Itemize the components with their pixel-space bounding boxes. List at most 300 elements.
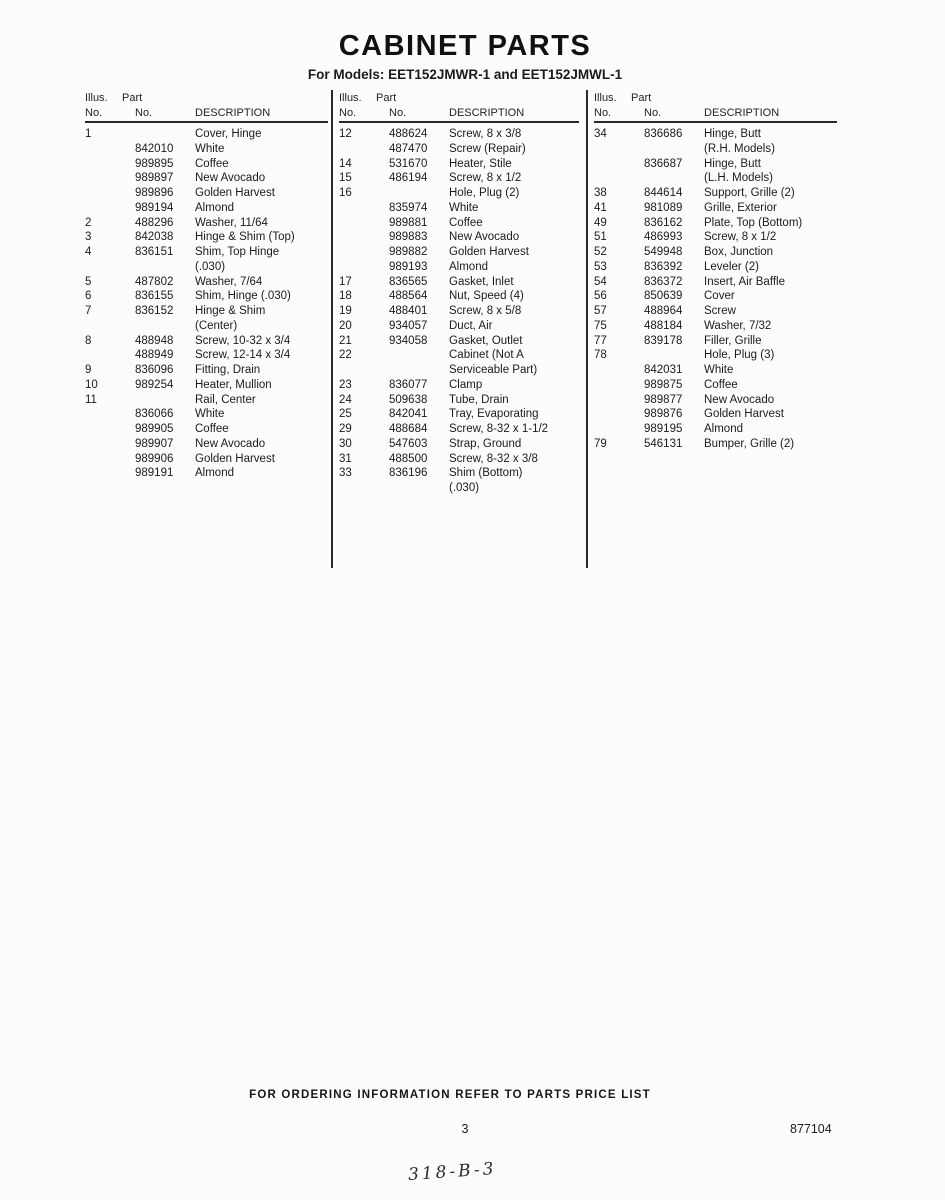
models-subtitle: For Models: EET152JMWR-1 and EET152JMWL-1 — [307, 67, 623, 82]
illus-no: 20 — [339, 319, 352, 332]
part-no: 836155 — [135, 290, 174, 303]
description: New Avocado — [195, 172, 266, 185]
illus-no — [85, 260, 135, 275]
header-line-2 — [85, 105, 328, 119]
illus-no: 29 — [339, 423, 352, 435]
header-line-2 — [339, 105, 579, 119]
illus-no — [339, 230, 389, 245]
part-no: 836196 — [389, 467, 428, 480]
description: New Avocado — [195, 437, 266, 450]
description: Bumper, Grille (2) — [704, 437, 795, 450]
part-no: 844614 — [644, 187, 683, 199]
description: Cabinet (Not A — [449, 349, 524, 362]
parts-row — [85, 393, 328, 408]
description: New Avocado — [704, 393, 775, 406]
description: Washer, 7/64 — [195, 275, 263, 288]
illus-no: 24 — [339, 393, 352, 406]
description: Hinge, Butt — [704, 157, 761, 170]
description: Heater, Mullion — [195, 378, 272, 391]
part-no: 989877 — [644, 393, 683, 406]
illus-no — [594, 378, 644, 393]
parts-row — [339, 289, 579, 304]
part-no: 488184 — [644, 319, 683, 332]
description: Golden Harvest — [449, 246, 529, 258]
header-description-label: DESCRIPTION — [449, 107, 525, 119]
illus-no — [339, 142, 389, 157]
part-no — [135, 127, 195, 142]
illus-no — [339, 260, 389, 275]
part-no: 989907 — [135, 437, 174, 450]
header-line-1 — [339, 92, 579, 105]
description: Support, Grille (2) — [704, 187, 795, 199]
parts-row — [339, 216, 579, 231]
illus-no: 7 — [85, 305, 92, 317]
parts-row — [339, 378, 579, 393]
parts-row — [85, 275, 328, 290]
description: Box, Junction — [704, 246, 774, 258]
description: Screw, 8 x 5/8 — [449, 305, 522, 317]
description: Nut, Speed (4) — [449, 290, 524, 303]
parts-row — [594, 157, 837, 172]
part-no — [644, 171, 704, 186]
page-number: 3 — [461, 1122, 469, 1136]
parts-rows-2 — [339, 127, 579, 496]
parts-row — [85, 407, 328, 422]
description: Washer, 11/64 — [195, 216, 268, 229]
part-no — [644, 348, 704, 363]
illus-no: 10 — [85, 378, 98, 391]
description: Hole, Plug (2) — [449, 187, 520, 199]
part-no: 842031 — [644, 364, 683, 376]
illus-no: 18 — [339, 290, 352, 303]
part-no: 989876 — [644, 408, 683, 421]
parts-row — [594, 348, 837, 363]
table-header — [85, 92, 328, 123]
illus-no — [85, 142, 135, 157]
header-line-2 — [594, 105, 837, 119]
description: Shim (Bottom) — [449, 467, 523, 480]
illus-no: 12 — [339, 128, 352, 140]
part-no: 488964 — [644, 305, 683, 317]
illus-no: 14 — [339, 157, 352, 170]
description: Tube, Drain — [449, 393, 509, 406]
part-no: 488401 — [389, 305, 428, 317]
illus-no — [85, 348, 135, 363]
part-no: 836162 — [644, 216, 683, 229]
description: Shim, Hinge (.030) — [195, 290, 291, 303]
description: Coffee — [195, 157, 229, 170]
part-no: 989191 — [135, 467, 174, 480]
part-no: 487470 — [389, 142, 428, 155]
description: Gasket, Inlet — [449, 275, 514, 288]
illus-no: 6 — [85, 290, 92, 303]
description: Screw, 8 x 1/2 — [704, 231, 777, 244]
parts-row — [594, 201, 837, 216]
part-no: 488500 — [389, 452, 428, 465]
illus-no: 30 — [339, 437, 352, 450]
description: Serviceable Part) — [449, 364, 538, 376]
part-no — [389, 363, 449, 378]
parts-row — [339, 466, 579, 481]
parts-row — [85, 437, 328, 452]
illus-no — [594, 407, 644, 422]
part-no — [644, 142, 704, 157]
parts-row — [594, 275, 837, 290]
header-illus-no-label: No. — [594, 107, 612, 119]
table-header — [594, 92, 837, 123]
part-no: 486993 — [644, 231, 683, 244]
part-no: 989895 — [135, 157, 174, 170]
part-no: 842038 — [135, 231, 174, 244]
description: Coffee — [449, 216, 483, 229]
description: Gasket, Outlet — [449, 334, 523, 347]
header-illus-no-label: No. — [85, 107, 103, 119]
description: Screw, 8-32 x 1-1/2 — [449, 423, 549, 435]
part-no: 989896 — [135, 187, 174, 199]
part-no: 488684 — [389, 423, 428, 435]
parts-row — [339, 127, 579, 142]
parts-row — [339, 348, 579, 363]
description: Coffee — [704, 378, 738, 391]
illus-no: 77 — [594, 334, 607, 347]
description: Golden Harvest — [704, 408, 784, 421]
illus-no: 41 — [594, 201, 607, 214]
description: Screw, 12-14 x 3/4 — [195, 349, 291, 362]
parts-row — [594, 407, 837, 422]
illus-no — [85, 422, 135, 437]
illus-no — [594, 422, 644, 437]
illus-no — [85, 407, 135, 422]
table-header — [339, 92, 579, 123]
illus-no: 3 — [85, 231, 92, 244]
parts-row — [85, 201, 328, 216]
parts-column-2 — [339, 92, 579, 496]
parts-row — [85, 127, 328, 142]
part-no: 836565 — [389, 275, 428, 288]
header-description-label: DESCRIPTION — [195, 107, 271, 119]
handwritten-note: 318-B-3 — [407, 1158, 498, 1186]
parts-row — [85, 304, 328, 319]
parts-row — [85, 186, 328, 201]
part-no: 989193 — [389, 260, 428, 273]
part-no: 989883 — [389, 231, 428, 244]
part-no: 488296 — [135, 216, 174, 229]
illus-no — [85, 157, 135, 172]
description: Screw, 10-32 x 3/4 — [195, 334, 291, 347]
part-no: 486194 — [389, 172, 428, 185]
part-no: 546131 — [644, 437, 683, 450]
parts-row — [339, 201, 579, 216]
description: Hinge & Shim — [195, 305, 266, 317]
parts-row — [85, 260, 328, 275]
description: Duct, Air — [449, 319, 493, 332]
description: Cover, Hinge — [195, 128, 262, 140]
illus-no — [85, 186, 135, 201]
parts-rows-1 — [85, 127, 328, 481]
illus-no: 15 — [339, 172, 352, 185]
illus-no: 21 — [339, 334, 352, 347]
illus-no — [339, 201, 389, 216]
part-no: 989195 — [644, 423, 683, 435]
parts-row — [594, 289, 837, 304]
illus-no — [85, 171, 135, 186]
parts-row — [339, 452, 579, 467]
illus-no — [85, 319, 135, 334]
illus-no: 11 — [85, 393, 97, 406]
part-no: 836096 — [135, 364, 174, 376]
part-no: 842010 — [135, 142, 174, 155]
description: Almond — [195, 467, 234, 480]
ordering-note: FOR ORDERING INFORMATION REFER TO PARTS PRICE LIST — [249, 1089, 651, 1101]
parts-row — [594, 245, 837, 260]
parts-row — [339, 275, 579, 290]
part-no: 989194 — [135, 201, 174, 214]
parts-row — [85, 157, 328, 172]
description: Tray, Evaporating — [449, 408, 539, 421]
header-part-no-label: No. — [389, 107, 407, 119]
parts-row — [339, 319, 579, 334]
parts-row — [85, 171, 328, 186]
illus-no — [594, 171, 644, 186]
description: Hinge & Shim (Top) — [195, 231, 295, 244]
parts-row — [594, 260, 837, 275]
illus-no: 23 — [339, 378, 352, 391]
illus-no: 57 — [594, 305, 607, 317]
parts-row — [85, 452, 328, 467]
description: Almond — [195, 201, 234, 214]
illus-no: 1 — [85, 128, 92, 140]
column-divider — [586, 90, 588, 568]
part-no: 488948 — [135, 334, 174, 347]
parts-row — [339, 186, 579, 201]
part-no — [135, 260, 195, 275]
part-no — [135, 319, 195, 334]
parts-row — [339, 142, 579, 157]
description: (R.H. Models) — [704, 142, 775, 155]
illus-no: 38 — [594, 187, 607, 199]
part-no — [389, 348, 449, 363]
part-no: 836152 — [135, 305, 174, 317]
part-no — [135, 393, 195, 408]
description: Almond — [449, 260, 488, 273]
part-no: 549948 — [644, 246, 683, 258]
illus-no — [85, 201, 135, 216]
part-no: 836686 — [644, 128, 683, 140]
parts-row — [85, 334, 328, 349]
part-no: 547603 — [389, 437, 428, 450]
description: Insert, Air Baffle — [704, 275, 785, 288]
description: New Avocado — [449, 231, 520, 244]
description: (Center) — [195, 319, 238, 332]
part-no: 488564 — [389, 290, 428, 303]
parts-row — [339, 171, 579, 186]
parts-column-1 — [85, 92, 328, 481]
illus-no: 31 — [339, 452, 352, 465]
part-no: 509638 — [389, 393, 428, 406]
header-part-no-label: No. — [135, 107, 153, 119]
illus-no: 75 — [594, 319, 607, 332]
part-no — [389, 481, 449, 496]
illus-no: 4 — [85, 246, 92, 258]
parts-row — [339, 363, 579, 378]
part-no: 989875 — [644, 378, 683, 391]
parts-row — [594, 171, 837, 186]
parts-column-3 — [594, 92, 837, 452]
header-illus-label: Illus. — [85, 92, 108, 104]
illus-no: 51 — [594, 231, 607, 244]
illus-no: 17 — [339, 275, 352, 288]
illus-no: 2 — [85, 216, 92, 229]
parts-row — [594, 363, 837, 378]
part-no: 989882 — [389, 246, 428, 258]
header-description-label: DESCRIPTION — [704, 107, 780, 119]
description: (.030) — [449, 482, 480, 494]
illus-no: 54 — [594, 275, 607, 288]
part-no: 981089 — [644, 201, 683, 214]
part-no: 836372 — [644, 275, 683, 288]
doc-number: 877104 — [790, 1122, 832, 1136]
header-line-1 — [594, 92, 837, 105]
parts-rows-3 — [594, 127, 837, 452]
illus-no — [85, 452, 135, 467]
illus-no: 56 — [594, 290, 607, 303]
illus-no — [594, 393, 644, 408]
description: (.030) — [195, 260, 226, 273]
parts-row — [594, 186, 837, 201]
part-no: 488949 — [135, 349, 174, 362]
part-no: 934058 — [389, 334, 428, 347]
illus-no — [594, 157, 644, 172]
parts-row — [85, 422, 328, 437]
illus-no: 78 — [594, 349, 607, 362]
illus-no — [85, 466, 135, 481]
part-no: 487802 — [135, 275, 174, 288]
part-no: 850639 — [644, 290, 683, 303]
illus-no: 52 — [594, 246, 607, 258]
illus-no — [339, 481, 389, 496]
description: Shim, Top Hinge — [195, 246, 280, 258]
parts-row — [339, 245, 579, 260]
description: Screw, 8 x 3/8 — [449, 128, 522, 140]
illus-no: 33 — [339, 467, 352, 480]
parts-row — [594, 334, 837, 349]
illus-no — [594, 142, 644, 157]
header-part-no-label: No. — [644, 107, 662, 119]
part-no: 836687 — [644, 157, 683, 170]
description: Washer, 7/32 — [704, 319, 772, 332]
description: Hole, Plug (3) — [704, 349, 775, 362]
illus-no: 79 — [594, 437, 607, 450]
illus-no: 16 — [339, 187, 352, 199]
parts-row — [594, 393, 837, 408]
description: Grille, Exterior — [704, 201, 777, 214]
parts-row — [339, 304, 579, 319]
part-no: 989254 — [135, 378, 174, 391]
part-no: 836392 — [644, 260, 683, 273]
parts-row — [594, 378, 837, 393]
parts-row — [594, 216, 837, 231]
part-no: 835974 — [389, 201, 428, 214]
parts-row — [339, 422, 579, 437]
illus-no — [339, 245, 389, 260]
parts-row — [594, 437, 837, 452]
parts-row — [594, 319, 837, 334]
parts-row — [594, 230, 837, 245]
description: Hinge, Butt — [704, 128, 761, 140]
description: White — [449, 201, 479, 214]
description: Filler, Grille — [704, 334, 762, 347]
description: Coffee — [195, 423, 229, 435]
description: Screw (Repair) — [449, 142, 526, 155]
description: Plate, Top (Bottom) — [704, 216, 803, 229]
illus-no: 22 — [339, 349, 352, 362]
part-no — [389, 186, 449, 201]
parts-row — [85, 142, 328, 157]
part-no: 934057 — [389, 319, 428, 332]
description: Screw, 8-32 x 3/8 — [449, 452, 538, 465]
parts-row — [85, 378, 328, 393]
description: Rail, Center — [195, 393, 256, 406]
header-part-label: Part — [376, 92, 397, 104]
part-no: 989905 — [135, 423, 174, 435]
part-no: 989897 — [135, 172, 174, 185]
description: White — [195, 142, 225, 155]
part-no: 989906 — [135, 452, 174, 465]
part-no: 836077 — [389, 378, 428, 391]
description: (L.H. Models) — [704, 172, 774, 185]
part-no: 839178 — [644, 334, 683, 347]
description: Clamp — [449, 378, 483, 391]
parts-row — [85, 216, 328, 231]
illus-no: 53 — [594, 260, 607, 273]
page-title: CABINET PARTS — [338, 30, 592, 62]
header-part-label: Part — [122, 92, 143, 104]
header-illus-label: Illus. — [339, 92, 362, 104]
description: Screw, 8 x 1/2 — [449, 172, 522, 185]
part-no: 488624 — [389, 128, 428, 140]
part-no: 842041 — [389, 408, 428, 421]
parts-row — [85, 289, 328, 304]
header-illus-label: Illus. — [594, 92, 617, 104]
illus-no — [594, 363, 644, 378]
parts-row — [339, 230, 579, 245]
column-divider — [331, 90, 333, 568]
parts-row — [594, 142, 837, 157]
description: Golden Harvest — [195, 187, 275, 199]
illus-no: 25 — [339, 408, 352, 421]
header-illus-no-label: No. — [339, 107, 357, 119]
parts-row — [594, 304, 837, 319]
illus-no: 9 — [85, 364, 92, 376]
parts-row — [339, 437, 579, 452]
parts-row — [339, 481, 579, 496]
description: White — [704, 364, 734, 376]
description: Cover — [704, 290, 735, 303]
header-part-label: Part — [631, 92, 652, 104]
parts-row — [339, 407, 579, 422]
parts-row — [85, 363, 328, 378]
parts-row — [339, 260, 579, 275]
part-no: 989881 — [389, 216, 428, 229]
parts-row — [85, 348, 328, 363]
illus-no: 34 — [594, 128, 607, 140]
description: Heater, Stile — [449, 157, 512, 170]
illus-no — [85, 437, 135, 452]
part-no: 836151 — [135, 246, 174, 258]
illus-no: 49 — [594, 216, 607, 229]
description: White — [195, 408, 225, 421]
part-no: 531670 — [389, 157, 428, 170]
